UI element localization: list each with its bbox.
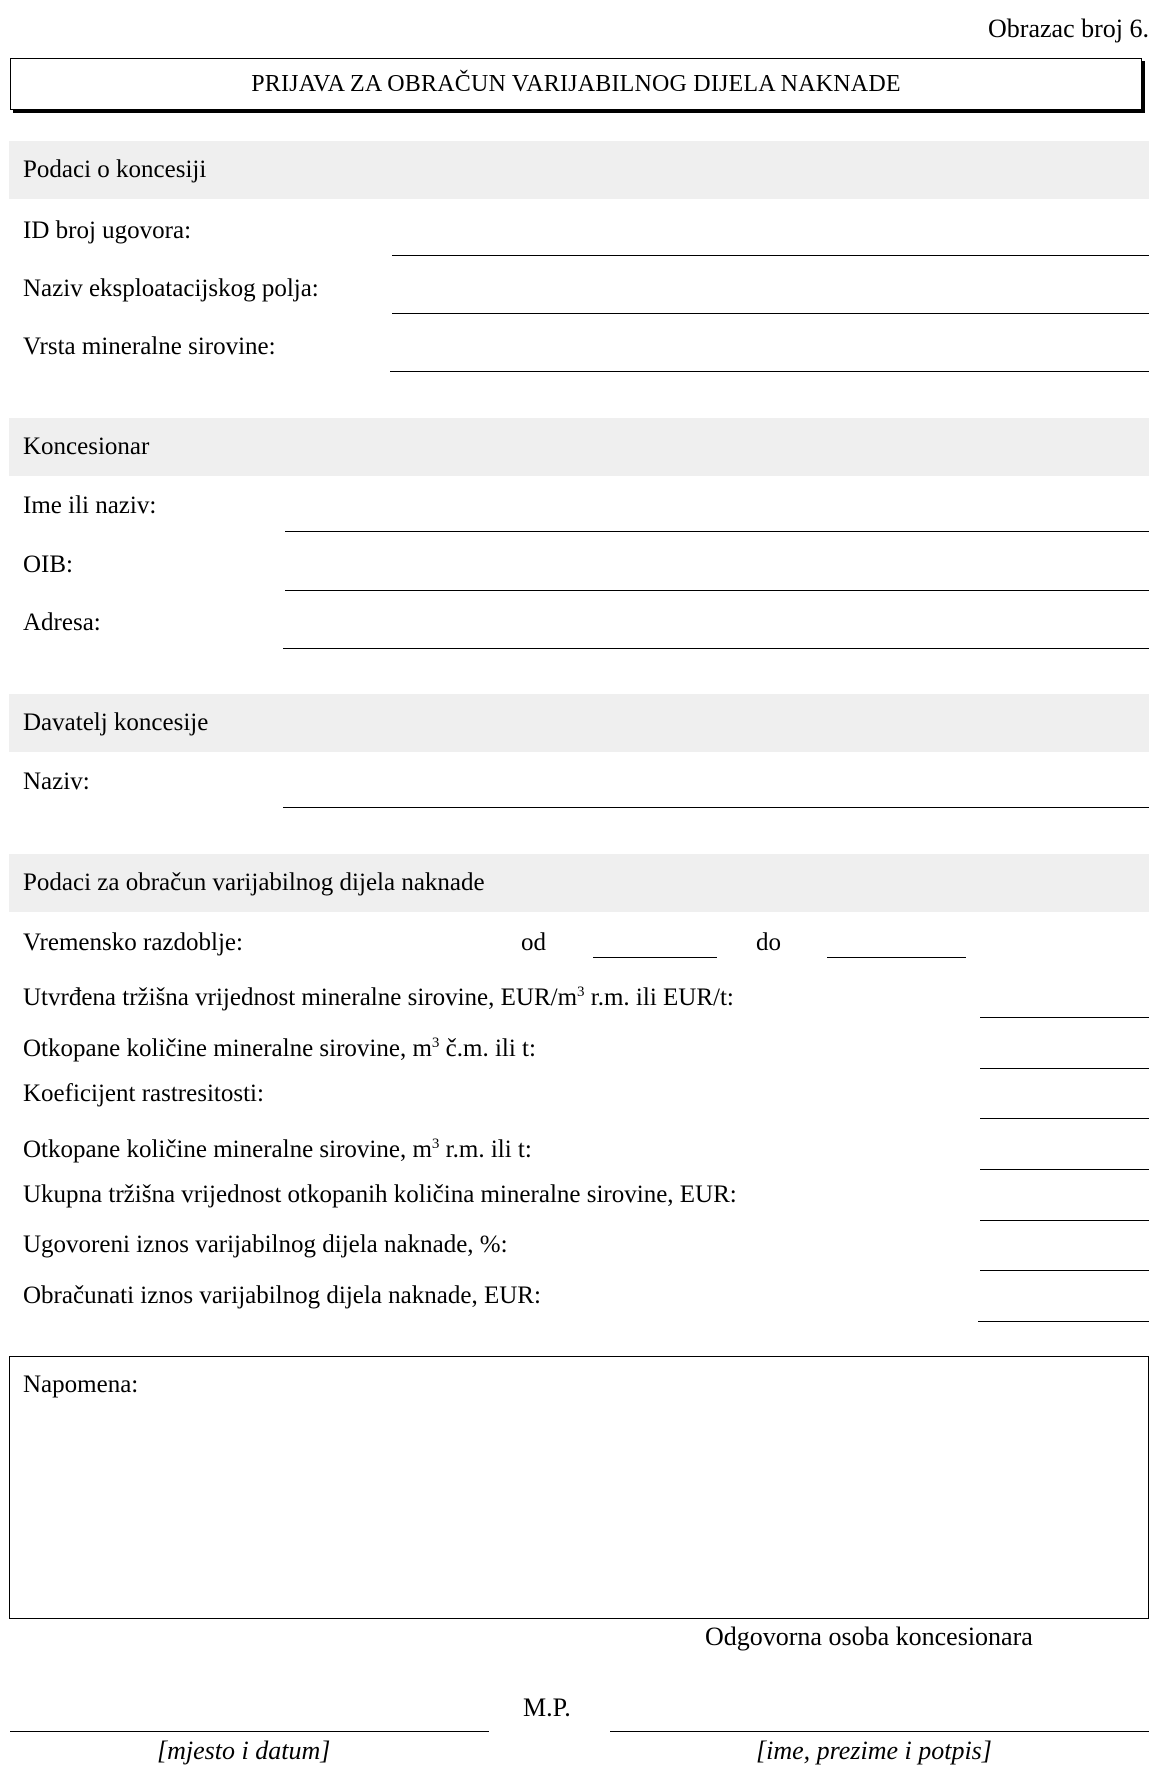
form-title [10,58,1142,110]
total-market-value-field[interactable] [980,1220,1149,1221]
field-label-calculated-amount: Obračunati iznos varijabilnog dijela naknade, EUR: [23,1282,541,1309]
concessionaire-name-field[interactable] [285,531,1149,532]
excavated-solid-label-text: Otkopane količine mineralne sirovine, m [23,1035,432,1062]
excavated-loose-label-text: Otkopane količine mineralne sirovine, m [23,1136,432,1163]
field-label-excavated-loose [23,1129,532,1165]
excavated-loose-label-unit: r.m. ili t: [439,1136,532,1163]
oib-field[interactable] [285,590,1149,591]
superscript-3: 3 [577,984,585,1000]
section-title-concession: Podaci o koncesiji [23,156,207,183]
field-label-contract-id: ID broj ugovora: [23,217,192,244]
section-title-calculation: Podaci za obračun varijabilnog dijela naknade [23,869,485,896]
field-label-market-value [23,977,734,1013]
period-to-label: do [756,929,781,956]
field-label-agreed-percent: Ugovoreni iznos varijabilnog dijela naknade, %: [23,1231,508,1258]
superscript-3: 3 [431,1035,440,1051]
responsible-person-label: Odgovorna osoba koncesionara [705,1622,1033,1651]
form-number: Obrazac broj 6. [988,14,1149,43]
superscript-3: 3 [431,1136,440,1152]
address-field[interactable] [283,648,1149,649]
field-label-name: Ime ili naziv: [23,492,157,519]
field-label-total-market-value: Ukupna tržišna vrijednost otkopanih količina mineralne sirovine, EUR: [23,1181,737,1208]
market-value-label-text: Utvrđena tržišna vrijednost mineralne sirovine, EUR/m [23,984,578,1011]
grantor-name-field[interactable] [283,807,1149,808]
note-box[interactable] [9,1356,1149,1619]
field-label-swell-factor: Koeficijent rastresitosti: [23,1080,264,1107]
section-title-concessionaire: Koncesionar [23,433,150,460]
period-from-field[interactable] [593,957,717,958]
name-signature-line[interactable] [610,1731,1149,1732]
field-label-oib: OIB: [23,551,73,578]
contract-id-field[interactable] [392,255,1149,256]
market-value-label-unit: r.m. ili EUR/t: [584,984,734,1011]
excavated-loose-field[interactable] [980,1169,1149,1170]
section-header-concessionaire [9,418,1149,476]
exploitation-field-name-field[interactable] [392,313,1149,314]
calculated-amount-field[interactable] [978,1321,1149,1322]
agreed-percent-field[interactable] [980,1270,1149,1271]
place-date-line[interactable] [10,1731,489,1732]
stamp-label: M.P. [523,1693,571,1722]
field-label-grantor-name: Naziv: [23,768,90,795]
field-label-field-name: Naziv eksploatacijskog polja: [23,275,319,302]
form-title-text: PRIJAVA ZA OBRAČUN VARIJABILNOG DIJELA NAKNADE [251,70,901,97]
mineral-type-field[interactable] [390,371,1149,372]
field-label-period: Vremensko razdoblje: [23,929,243,956]
market-value-field[interactable] [980,1017,1149,1018]
name-signature-caption: [ime, prezime i potpis] [756,1736,992,1765]
note-label: Napomena: [23,1371,139,1398]
excavated-solid-field[interactable] [980,1068,1149,1069]
field-label-excavated-solid [23,1028,536,1064]
excavated-solid-label-unit: č.m. ili t: [439,1035,536,1062]
period-to-field[interactable] [827,957,966,958]
swell-factor-field[interactable] [980,1118,1149,1119]
section-title-grantor: Davatelj koncesije [23,709,209,736]
place-date-caption: [mjesto i datum] [157,1736,331,1765]
period-from-label: od [521,929,546,956]
field-label-mineral-type: Vrsta mineralne sirovine: [23,333,276,360]
field-label-address: Adresa: [23,609,101,636]
